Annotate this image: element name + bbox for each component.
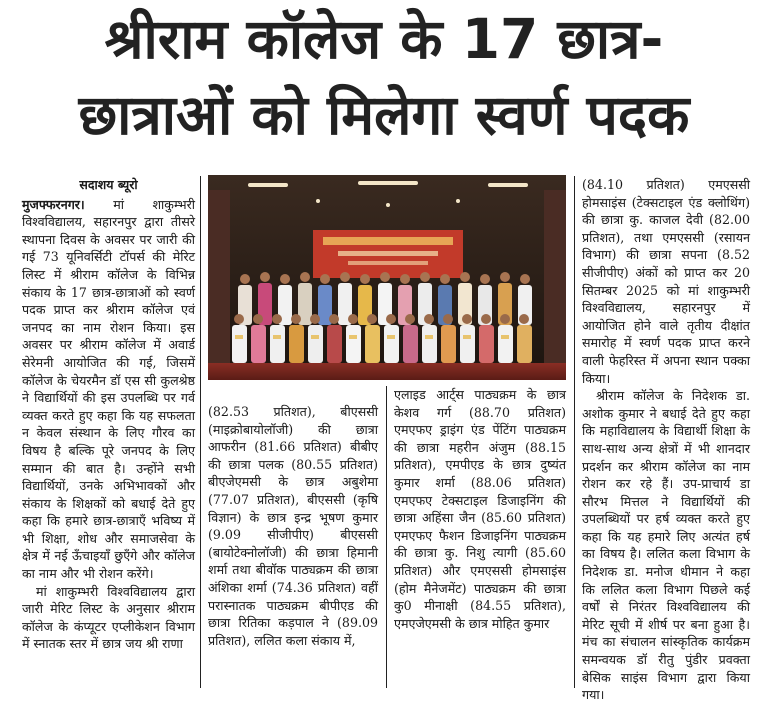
column-1-paragraph-1: मां शाकुम्भरी विश्वविद्यालय, सहारनपुर द्वारा तीसरे स्थापना दिवस के अवसर पर जारी की गई 73 यूनिवर्सिटी टॉपर्स की मेरिट लिस्ट में श्रीराम कॉलेज के विभिन्न संकाय के 17 छात्र-छात्राओं को स्वर्ण पदक प्राप्त कर श्रीराम कॉलेज एवं जनपद का नाम रोशन किया। इस अवसर पर श्रीराम कॉलेज में अवार्ड सेरेमनी आयोजित की गई, जिसमें कॉलेज के चेयरमैन डॉ एस सी कुलश्रेष्ठ ने विद्यार्थियों की इस उपलब्धि पर गर्व व्यक्त करते हुए कहा कि यह सफलता न केवल संस्थान के लिए गौरव का विषय है बल्कि पूरे जनपद के लिए सम्मान की बात है। उन्होंने सभी विद्यार्थियों, उनके अभिभावकों और संकाय के शिक्षकों को बधाई देते हुए कहा कि हमारे छात्र-छात्राएँ भविष्य में भी शिक्षा, शोध और समाजसेवा के क्षेत्र में नई ऊँचाइयाँ छुएँगे और कॉलेज का नाम और भी रोशन करेंगे। — [22, 196, 195, 582]
article-column-2 — [208, 403, 378, 688]
stage-floor — [208, 363, 566, 380]
column-4-paragraph-2: श्रीराम कॉलेज के निदेशक डा. अशोक कुमार ने बधाई देते हुए कहा कि महाविद्यालय के विद्यार्थी शिक्षा के साथ-साथ अन्य क्षेत्रों में भी शानदार प्रदर्शन कर श्रीराम कॉलेज का नाम रोशन कर रहे हैं। उप-प्राचार्य डा सौरभ मित्तल ने विद्यार्थियों की उपलब्धियों पर हर्ष व्यक्त करते हुए कहा कि यह हमारे लिए अत्यंत हर्ष का विषय है। ललित कला विभाग के निदेशक डा. मनोज धीमान ने कहा कि ललित कला विभाग पिछले कई वर्षों से निरंतर विश्वविद्यालय की मेरिट सूची में शीर्ष पर बना हुआ है। मंच का संचालन सांस्कृतिक कार्यक्रम समन्वयक डॉ रीतु पुंडीर प्रवक्ता बेसिक साइंस विभाग द्वारा किया गया। — [582, 388, 750, 703]
column-1-paragraph-2: मां शाकुम्भरी विश्वविद्यालय द्वारा जारी मेरिट लिस्ट के अनुसार श्रीराम कॉलेज के कंप्यूटर एप्लीकेशन विभाग में स्नातक स्तर में छात्र जय श्री राणा — [22, 583, 195, 652]
right-curtain — [544, 190, 566, 380]
column-divider — [386, 386, 387, 688]
article-column-1 — [22, 176, 195, 688]
article-paragraph — [22, 196, 195, 583]
award-ceremony-photo — [208, 175, 566, 380]
headline-line-1: श्रीराम कॉलेज के 17 छात्र- — [104, 7, 664, 71]
column-3-paragraph-1: एलाइड आर्ट्स पाठ्यक्रम के छात्र केशव गर्ग (88.70 प्रतिशत) एमएफए ड्राइंग एंड पेंटिंग पाठ्यक्रम की छात्रा महरीन अंजुम (88.15 प्रतिशत), एमपीएड के छात्र दुष्यंत कुमार शर्मा (88.06 प्रतिशत) एमएफए टेक्सटाइल डिजाइनिंग की छात्रा अहिंसा जैन (85.60 प्रतिशत) एमएफए फैशन डिजाइनिंग पाठ्यक्रम की छात्रा कु. निशु त्यागी (85.60 प्रतिशत) और एमएससी होमसाइंस (होम मैनेजमेंट) पाठ्यक्रम की छात्रा कु0 मीनाक्षी (84.55 प्रतिशत), एमएजेएमसी के छात्र मोहित कुमार — [394, 387, 566, 631]
left-curtain — [208, 190, 230, 380]
column-2-paragraph-1: (82.53 प्रतिशत), बीएससी (माइक्रोबायोलॉजी) की छात्रा आफरीन (81.66 प्रतिशत) बीबीए की छात्रा पलक (80.55 प्रतिशत) बीएजेएमसी के छात्र अबुशेमा (77.07 प्रतिशत), बीएससी (कृषि विज्ञान) के छात्र इन्द्र भूषण कुमार (9.09 सीजीपीए) बीएससी (बायोटेक्नोलॉजी) की छात्रा हिमानी शर्मा तथा बीवॉक पाठ्यक्रम की छात्रा अंशिका शर्मा (74.36 प्रतिशत) वहीं परास्नातक पाठ्यक्रम बीपीएड की छात्रा रितिका कड़पाल ने (89.09 प्रतिशत), ललित कला संकाय में, — [208, 404, 378, 648]
photo-illustration — [208, 175, 566, 380]
article-column-4 — [582, 176, 750, 703]
article-column-3 — [394, 386, 566, 688]
headline-line-2: छात्राओं को मिलेगा स्वर्ण पदक — [78, 83, 690, 147]
column-4-paragraph-1: (84.10 प्रतिशत) एमएससी होमसाइंस (टेक्सटाइल एंड क्लोथिंग) की छात्रा कु. काजल देवी (82.00 प्रतिशत), तथा एमएससी (रसायन विभाग) की छात्रा सपना (8.52 सीजीपीए) अंकों को प्राप्त कर 20 सितम्बर 2025 को मां शाकुम्भरी विश्वविद्यालय, सहारनपुर में आयोजित होने वाले तृतीय दीक्षांत समारोह में स्वर्ण पदक प्राप्त करने वाली फेहरिस्त में अपना स्थान पक्का किया। — [582, 177, 750, 386]
column-divider — [200, 176, 201, 688]
byline: सदाशय ब्यूरो — [79, 177, 138, 192]
dateline: मुजफ्फरनगर। — [22, 196, 85, 212]
column-divider — [574, 176, 575, 688]
